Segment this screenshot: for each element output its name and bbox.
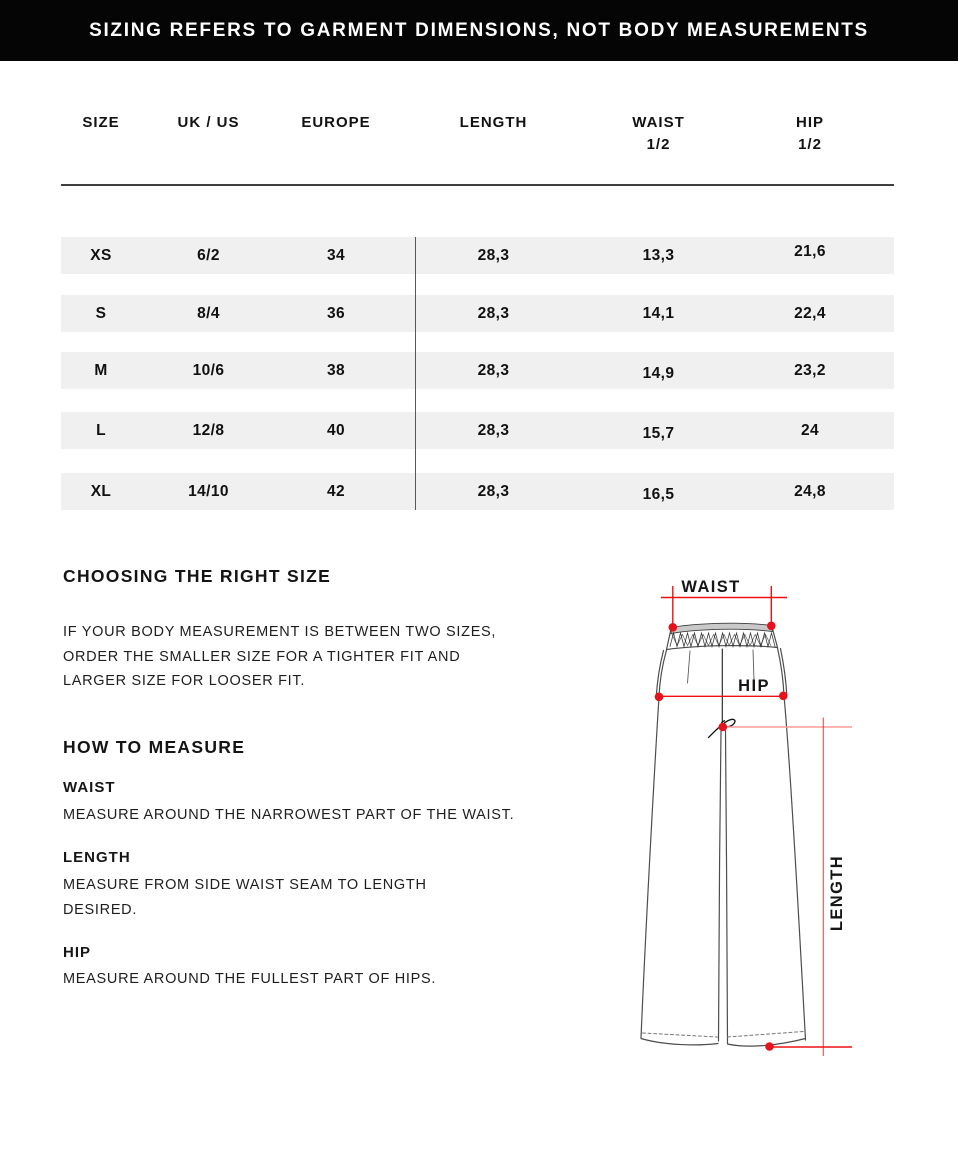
measure-length-term: LENGTH (63, 849, 131, 866)
header-length: LENGTH (459, 114, 528, 131)
header-size: SIZE (82, 114, 120, 131)
banner-text: SIZING REFERS TO GARMENT DIMENSIONS, NOT BODY MEASUREMENTS (89, 19, 869, 41)
pants-measurement-diagram (600, 558, 958, 1070)
table-row-xs: XS 6/2 34 28,3 13,3 21,6 (61, 237, 894, 274)
header-hip-half: HIP 1/2 (795, 114, 824, 153)
measure-hip-desc: MEASURE AROUND THE FULLEST PART OF HIPS. (63, 971, 437, 987)
waistband-scribble (670, 633, 775, 647)
table-header-rule (61, 184, 894, 186)
diagram-length-label: LENGTH (828, 854, 846, 932)
header-europe: EUROPE (301, 114, 371, 131)
header-uk-us: UK / US (177, 114, 240, 131)
table-row-m: M 10/6 38 28,3 14,9 23,2 (61, 352, 894, 389)
table-row-s: S 8/4 36 28,3 14,1 22,4 (61, 295, 894, 332)
measurement-lines (659, 586, 852, 1056)
measure-hip-term: HIP (63, 944, 92, 961)
header-waist-half: WAIST 1/2 (632, 114, 685, 153)
sizing-disclaimer-banner (0, 0, 958, 61)
measure-waist-desc: MEASURE AROUND THE NARROWEST PART OF THE WAIST. (63, 807, 515, 823)
measure-waist-term: WAIST (63, 779, 116, 796)
table-row-l: L 12/8 40 28,3 15,7 24 (61, 412, 894, 449)
diagram-waist-label: WAIST (681, 578, 741, 596)
table-row-xl: XL 14/10 42 28,3 16,5 24,8 (61, 473, 894, 510)
diagram-hip-label: HIP (738, 677, 770, 695)
choosing-size-paragraph: IF YOUR BODY MEASUREMENT IS BETWEEN TWO SIZES, ORDER THE SMALLER SIZE FOR A TIGHTER FIT AND LARGER SIZE FOR LOOSER FIT. (63, 624, 497, 689)
pants-outline (641, 623, 806, 1046)
measure-length-desc: MEASURE FROM SIDE WAIST SEAM TO LENGTH DESIRED. (63, 877, 427, 918)
choosing-size-heading: CHOOSING THE RIGHT SIZE (63, 566, 332, 586)
how-to-measure-heading: HOW TO MEASURE (63, 737, 246, 757)
size-table-header (61, 112, 894, 156)
table-column-divider (415, 237, 416, 510)
